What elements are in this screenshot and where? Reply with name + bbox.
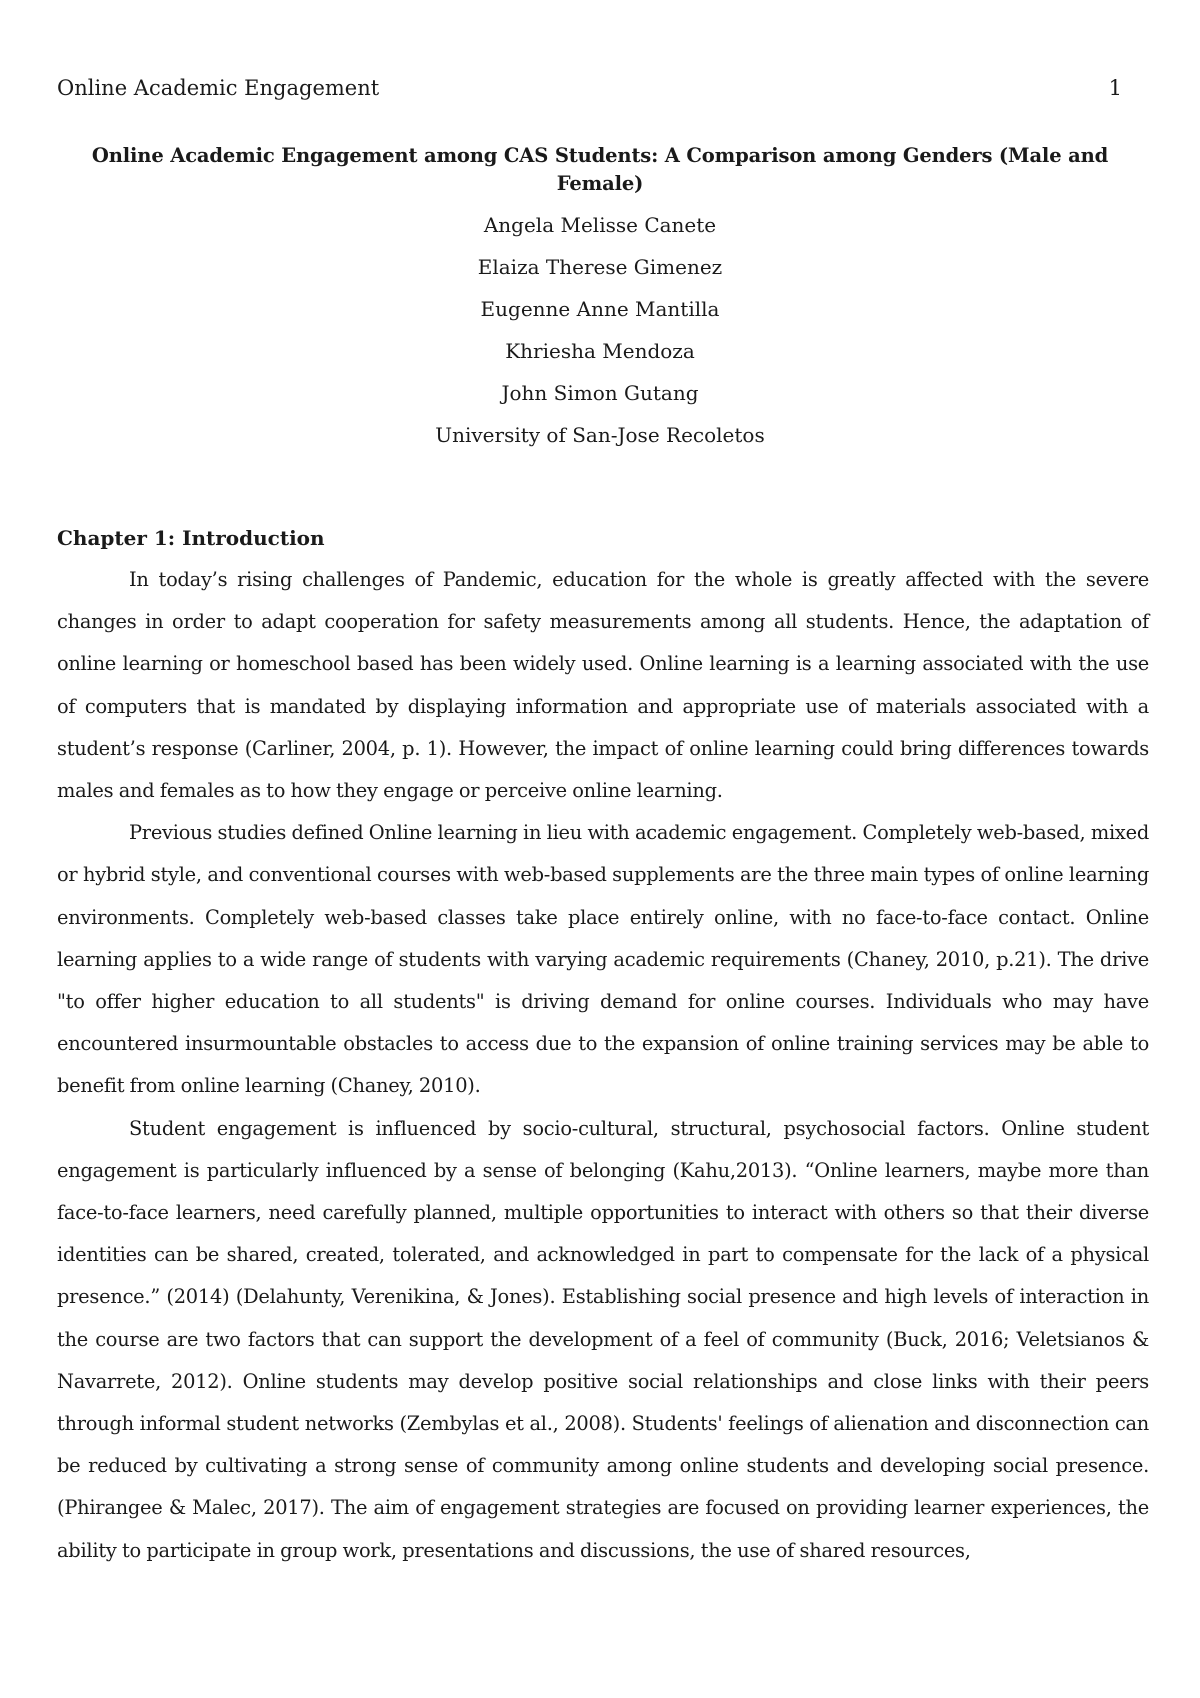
running-head: [57, 74, 1122, 102]
author-name: Angela Melisse Canete: [483, 213, 717, 237]
author-name: Elaiza Therese Gimenez: [477, 255, 723, 279]
title-block: [57, 142, 1143, 456]
body-paragraph: In today’s rising challenges of Pandemic, education for the whole is greatly affected with the severe changes in order to adapt cooperation for safety measurements among all students. Hence, the adaptation of online learning or homeschool based has been widely used. Online learning is a learning associated with the use of computers that is mandated by displaying information and appropriate use of materials associated with a student’s response (Carliner, 2004, p. 1). However, the impact of online learning could bring differences towards males and females as to how they engage or perceive online learning.: [57, 568, 1149, 803]
author-list: [57, 204, 1143, 414]
affiliation: University of San-Jose Recoletos: [435, 423, 765, 447]
body-paragraph: Previous studies defined Online learning in lieu with academic engagement. Completely web-based, mixed or hybrid style, and conventional courses with web-based supplements are the three main types of online learning environments. Completely web-based classes take place entirely online, with no face-to-face contact. Online learning applies to a wide range of students with varying academic requirements (Chaney, 2010, p.21). The drive "to offer higher education to all students" is driving demand for online courses. Individuals who may have encountered insurmountable obstacles to access due to the expansion of online training services may be able to benefit from online learning (Chaney, 2010).: [57, 821, 1149, 1098]
chapter-heading: Chapter 1: Introduction: [57, 526, 325, 550]
body-paragraph: Student engagement is influenced by socio-cultural, structural, psychosocial factors. Online student engagement is particularly influenced by a sense of belonging (Kahu,2013). “Online learners, maybe more than face-to-face learners, need carefully planned, multiple opportunities to interact with others so that their diverse identities can be shared, created, tolerated, and acknowledged in part to compensate for the lack of a physical presence.” (2014) (Delahunty, Verenikina, & Jones). Establishing social presence and high levels of interaction in the course are two factors that can support the development of a feel of community (Buck, 2016; Veletsianos & Navarrete, 2012). Online students may develop positive social relationships and close links with their peers through informal student networks (Zembylas et al., 2008). Students' feelings of alienation and disconnection can be reduced by cultivating a strong sense of community among online students and developing social presence. (Phirangee & Malec, 2017). The aim of engagement strategies are focused on providing learner experiences, the ability to participate in group work, presentations and discussions, the use of shared resources,: [57, 1116, 1149, 1562]
chapter-body: [57, 517, 1149, 1572]
author-name: John Simon Gutang: [501, 381, 699, 405]
paper-title: Online Academic Engagement among CAS Students: A Comparison among Genders (Male and Female): [91, 144, 1109, 195]
author-name: Eugenne Anne Mantilla: [480, 297, 720, 321]
page-number: 1: [1108, 76, 1122, 100]
running-head-title: Online Academic Engagement: [57, 76, 380, 100]
author-name: Khriesha Mendoza: [505, 339, 695, 363]
